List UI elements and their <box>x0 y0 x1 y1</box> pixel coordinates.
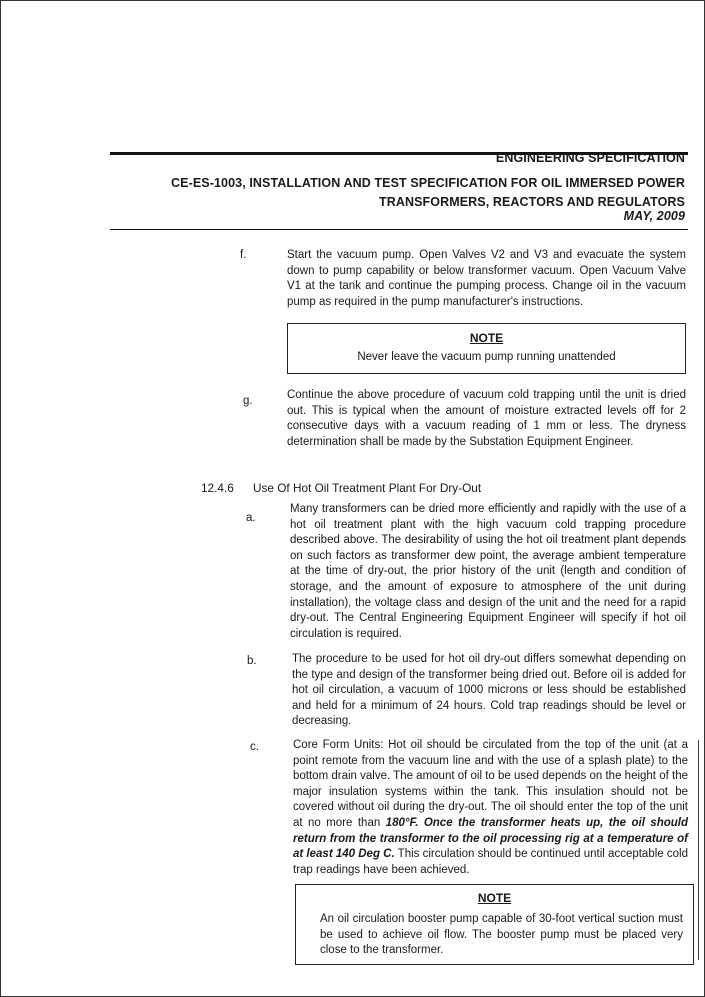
item-g-letter: g. <box>243 395 253 407</box>
item-g-text: Continue the above procedure of vacuum cold trapping until the unit is dried out. This is typical when the amount of moisture extracted levels off for 2 consecutive days with a vacuum reading of 1 mm or less. The dryness determination shall be made by the Substation Equipment Engineer. <box>287 389 686 448</box>
item-a-letter: a. <box>246 512 256 524</box>
header-bottom-rule <box>110 229 688 230</box>
item-c-text <box>293 738 688 878</box>
item-f-letter: f. <box>240 249 247 261</box>
item-f-text: Start the vacuum pump. Open Valves V2 and V3 and evacuate the system down to pump capability or below transformer vacuum. Open Vacuum Valve V1 at the tank and continue the pumping process. Change oil in the vacuum pump as required in the pump manufacturer's instructions. <box>287 249 686 308</box>
note-body: An oil circulation booster pump capable of 30-foot vertical suction must be used to achieve oil flow. The booster pump must be placed very close to the transformer. <box>320 913 683 957</box>
item-c-text-part1: Core Form Units: Hot oil should be circulated from the top of the unit (at a point remote from the vacuum line and with the use of a splash plate) to the bottom drain valve. The amount of oil to be used depends on the height of the major insulation systems within the tank. This insulation should not be covered without oil during the dry-out. The oil should enter the top of the unit at no more than <box>293 739 688 829</box>
spec-title: ENGINEERING SPECIFICATION <box>495 151 685 165</box>
note-title: NOTE <box>477 891 512 905</box>
spec-subtitle <box>125 174 685 212</box>
section-heading <box>201 481 481 495</box>
section-number: 12.4.6 <box>201 481 234 495</box>
spec-subtitle-line2: TRANSFORMERS, REACTORS AND REGULATORS <box>378 195 685 209</box>
item-c-letter: c. <box>250 741 259 753</box>
spec-subtitle-line1: CE-ES-1003, INSTALLATION AND TEST SPECIFICATION FOR OIL IMMERSED POWER <box>171 176 685 190</box>
revision-margin-bar <box>698 740 699 960</box>
note-title: NOTE <box>469 331 504 345</box>
note-body: Never leave the vacuum pump running unattended <box>357 351 616 363</box>
item-c-bold-statement: Once the transformer heats up, the oil should return from the transformer to the oil processing rig at a temperature of at least 140 Deg C. <box>293 816 688 861</box>
item-c-text-part2: This circulation should be continued until acceptable cold trap readings have been achieved. <box>293 848 688 876</box>
note-box-booster-pump <box>295 884 694 965</box>
item-c-temperature: 180°F. <box>385 816 419 829</box>
item-a-text: Many transformers can be dried more efficiently and rapidly with the use of a hot oil treatment plant with the high vacuum cold trapping procedure described above. The desirability of using the hot oil treatment plant depends on such factors as transformer dew point, the average ambient temperature at the time of dry-out, the prior history of the unit (length and condition of storage, and the amount of exposure to atmosphere of the unit during installation), the voltage class and design of the unit and the need for a rapid dry-out. The Central Engineering Equipment Engineer will specify if hot oil circulation is required. <box>290 503 686 640</box>
note-box-vacuum <box>287 323 686 374</box>
item-b-letter: b. <box>247 655 257 667</box>
spec-date: MAY, 2009 <box>623 209 685 223</box>
item-b-text: The procedure to be used for hot oil dry-out differs somewhat depending on the type and design of the transformer being dried out. Before oil is added for hot oil circulation, a vacuum of 1000 microns or less should be established and held for a minimum of 24 hours. Cold trap readings should be level or decreasing. <box>292 653 686 728</box>
section-title: Use Of Hot Oil Treatment Plant For Dry-Out <box>253 481 482 495</box>
